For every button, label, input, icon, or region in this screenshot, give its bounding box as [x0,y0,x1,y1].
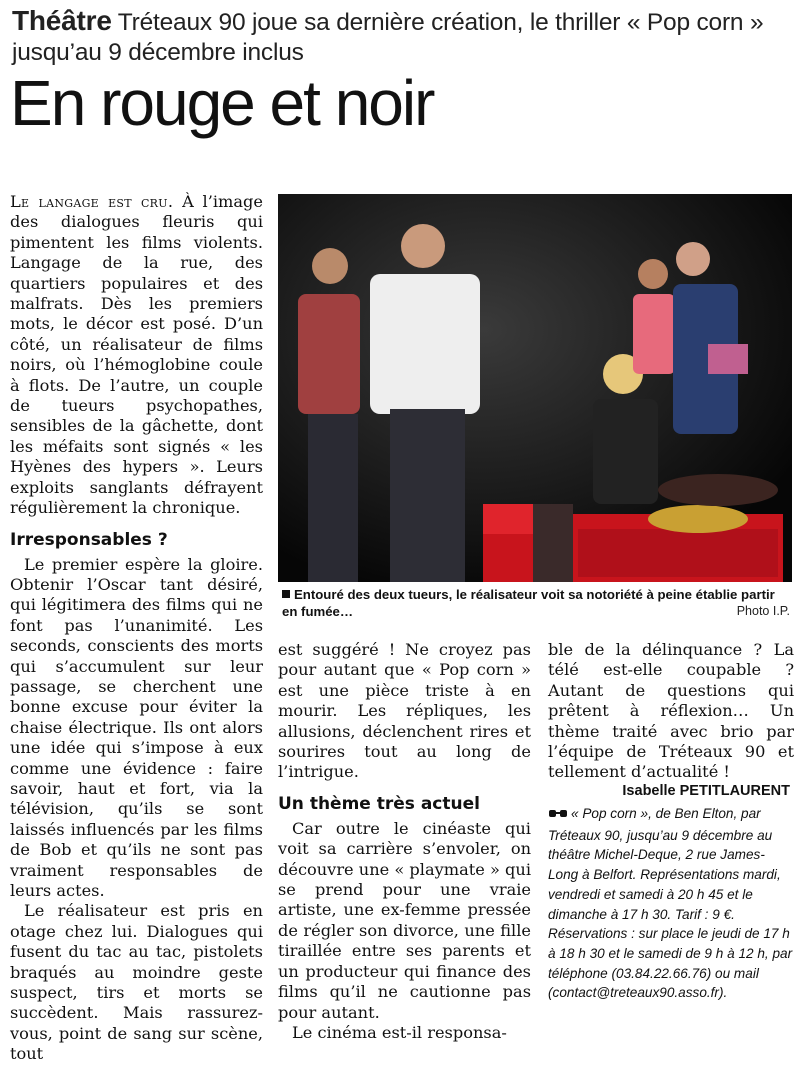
caption-text: Entouré des deux tueurs, le réalisateur voit sa notoriété à peine établie partir en fumée… [282,587,775,619]
paragraph: Le premier espère la gloire. Obtenir l’Oscar tant désiré, qui légitimera des films qui ne font pas l’unanimité. Les seconds, conscients des morts qui s’accumulent sur leur passage, se cherchent une bonne excuse pour éviter la chaise électrique. Ils ont alors une idée qui s’impose à eux comme une évidence : faire savoir, haut et fort, via la télévision, qu’ils se sont laissés influencés par les films de Bob et qu’ils ne sont pas vraiment responsables de leurs actes. [10,554,263,900]
practical-info [548,804,794,1003]
square-bullet-icon [282,590,290,598]
subhead: Un thème très actuel [278,793,480,814]
paragraph-text: À l’image des dialogues fleuris qui pimentent les films violents. Langage de la rue, des quartiers populaires et des malfrats. Dès les premiers mots, le décor est posé. D’un côté, un réalisateur de films noirs, où l’hémoglobine coule à flots. De l’autre, un couple de tueurs psychopathes, sensibles de la gâchette, dont les méfaits sont signés « les Hyènes des hypers ». Leurs exploits sanglants défrayent régulièrement la chronique. [10,192,263,518]
paragraph: Le réalisateur est pris en otage chez lui. Dialogues qui fusent du tac au tac, pistolets braqués au moindre geste suspect, tirs et morts se succèdent. Mais rassurez-vous, point de sang sur scène, tout [10,901,263,1064]
kicker-text: Tréteaux 90 joue sa dernière création, le thriller « Pop corn » jusqu’au 9 décembre inclus [12,9,764,66]
paragraph: ble de la délinquance ? La télé est-elle coupable ? Autant de questions qui prêtent à réflexion… Un thème traité avec brio par l’équipe de Tréteaux 90 et tellement d’actualité ! [548,640,794,782]
article-column-3 [548,640,794,783]
headline: En rouge et noir [10,67,434,139]
stage-photo-illustration [278,194,792,582]
author-byline: Isabelle PETITLAURENT [622,783,790,799]
photo-caption [282,586,792,620]
glasses-icon [548,806,568,826]
info-text: « Pop corn », de Ben Elton, par Tréteaux 90, jusqu’au 9 décembre au théâtre Michel-Deque, 2 rue James-Long à Belfort. Représentations mardi, vendredi et samedi à 20 h 45 et le dimanche à 17 h 30. Tarif : 9 €. Réservations : sur place le jeudi de 17 h à 18 h 30 et le samedi de 9 h à 12 h, par téléphone (03.84.22.66.76) ou mail (contact@treteaux90.asso.fr). [548,806,793,1001]
photo [278,194,792,582]
paragraph: Le cinéma est-il responsa- [292,1022,507,1042]
paragraph: Car outre le cinéaste qui voit sa carrière s’envoler, on découvre une « playmate » qui se prend pour une vraie artiste, une ex-femme pressée de régler son divorce, une fille tiraillée entre ses parents et un producteur qui finance des films qu’il ne cautionne pas pour autant. [278,818,531,1022]
article-column-2 [278,640,531,1043]
photo-credit: Photo I.P. [736,604,790,618]
paragraph: est suggéré ! Ne croyez pas pour autant que « Pop corn » est une pièce triste à en mourir. Les répliques, les allusions, déclenchent rires et sourires tout au long de l’intrigue. [278,640,531,782]
lead-in: Le langage est cru. [10,192,174,211]
article-column-1 [10,192,263,1065]
subhead: Irresponsables ? [10,529,168,550]
kicker [12,6,792,68]
rubric-label: Théâtre [12,5,112,36]
paragraph [10,192,263,519]
